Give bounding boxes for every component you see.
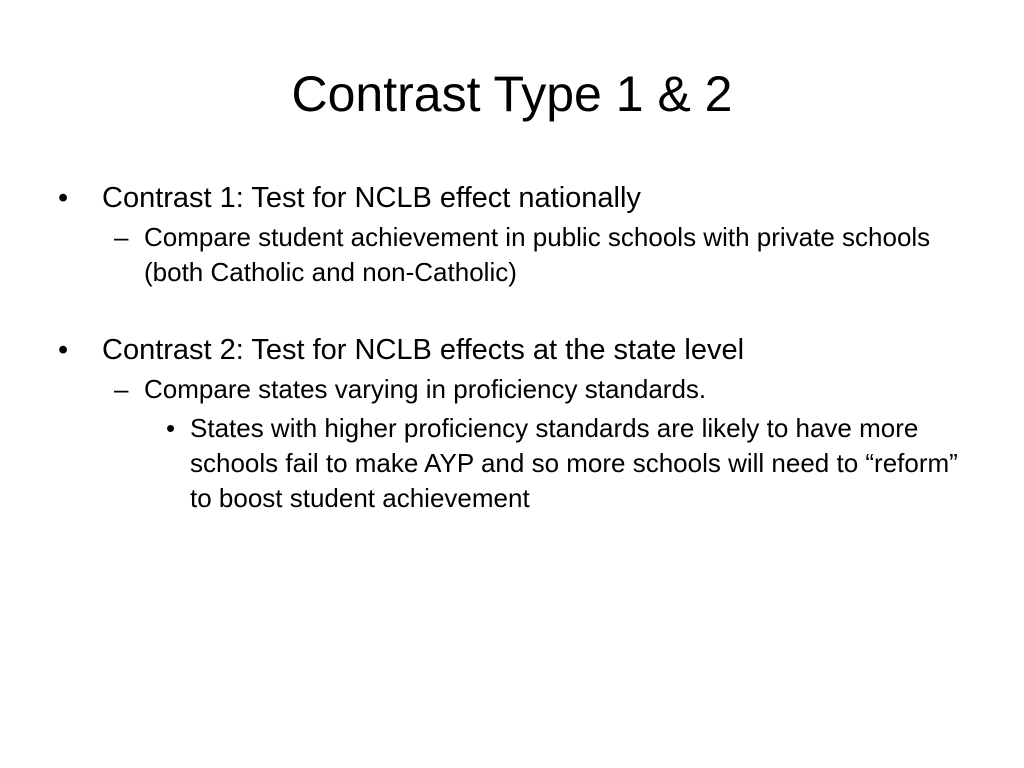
sub-bullet-item-2 xyxy=(114,372,978,407)
dash-marker: – xyxy=(114,374,129,404)
bullet-text: Contrast 1: Test for NCLB effect nationally xyxy=(102,182,641,214)
bullet-item-1 xyxy=(58,180,978,216)
spacer xyxy=(58,290,978,332)
slide-body xyxy=(58,180,978,516)
sub-sub-bullet-item xyxy=(166,411,978,516)
slide-title: Contrast Type 1 & 2 xyxy=(291,66,733,122)
sub-sub-bullet-text: States with higher proficiency standards are likely to have more schools fail to make AYP and so more schools will need to “reform” to boost student achievement xyxy=(190,413,958,513)
bullet-marker: • xyxy=(58,334,69,366)
dash-marker: – xyxy=(114,222,129,252)
bullet-item-2 xyxy=(58,332,978,368)
sub-bullet-text: Compare states varying in proficiency standards. xyxy=(144,374,707,404)
bullet-marker: • xyxy=(58,182,69,214)
bullet-marker: • xyxy=(166,413,176,443)
sub-bullet-item-1 xyxy=(114,220,978,290)
sub-bullet-text: Compare student achievement in public schools with private schools (both Catholic and non-Catholic) xyxy=(144,222,931,287)
bullet-text: Contrast 2: Test for NCLB effects at the state level xyxy=(102,334,745,366)
